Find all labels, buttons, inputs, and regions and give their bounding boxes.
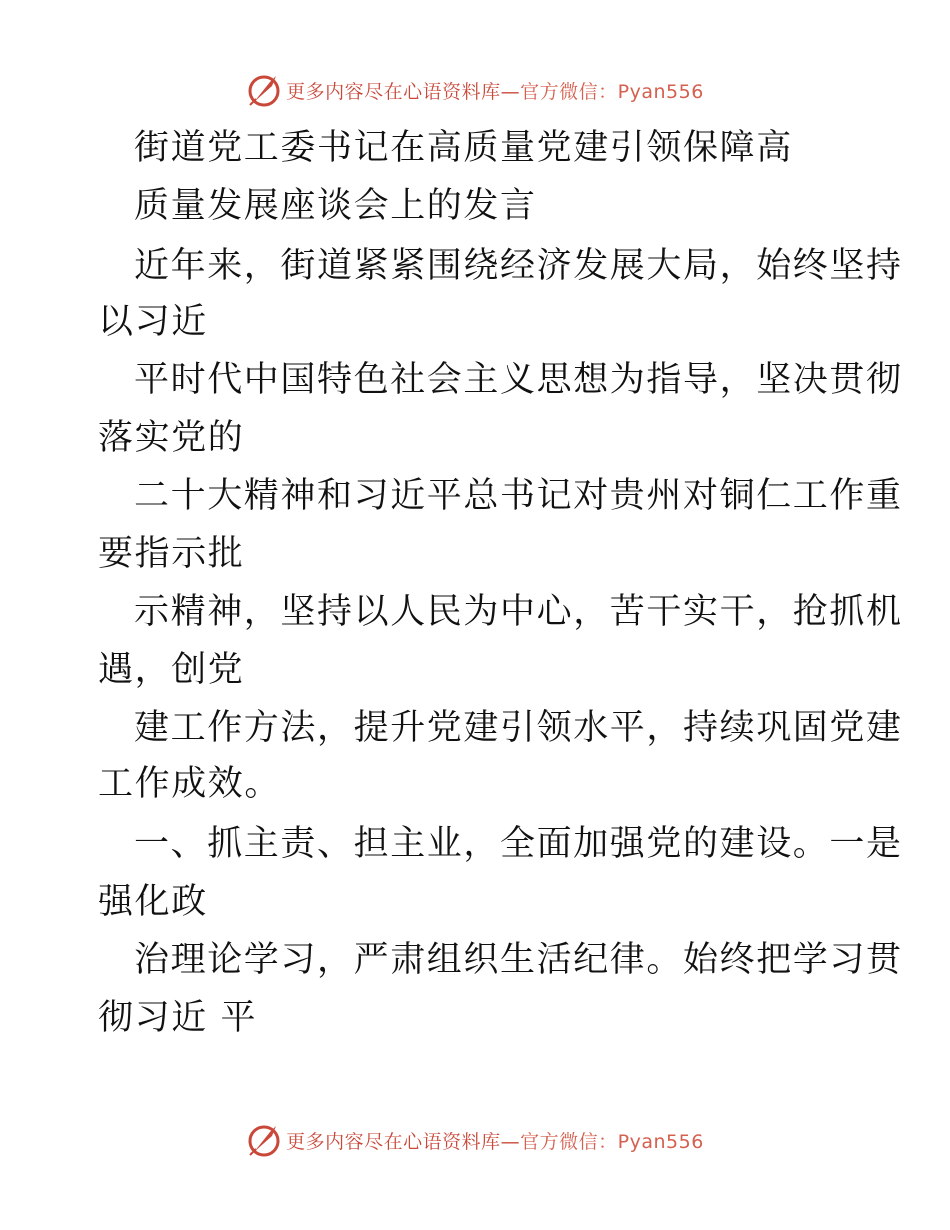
- title-line-1: 街道党工委书记在高质量党建引领保障高: [134, 128, 793, 168]
- watermark-wechat: 官方微信：Pyan556: [520, 1130, 704, 1153]
- text-line: 平时代中国特色社会主义思想为指导，坚决贯彻: [134, 360, 903, 400]
- text-line: 工作成效。: [98, 764, 282, 804]
- text-line: 示精神，坚持以人民为中心，苦干实干，抢抓机: [134, 592, 903, 632]
- text-line: 以习近: [98, 302, 208, 342]
- title-line-2: 质量发展座谈会上的发言: [134, 186, 537, 226]
- text-line: 强化政: [98, 882, 208, 922]
- quill-logo-icon: [246, 72, 282, 108]
- text-line: 落实党的: [98, 418, 245, 458]
- watermark-text: 更多内容尽在心语资料库—: [286, 80, 521, 103]
- text-line: 彻习近 平: [98, 998, 258, 1038]
- footer-watermark: [0, 1120, 950, 1160]
- watermark-text: 更多内容尽在心语资料库—: [286, 1130, 521, 1153]
- text-line: 近年来，街道紧紧围绕经济发展大局，始终坚持: [134, 246, 903, 286]
- text-line: 治理论学习，严肃组织生活纪律。始终把学习贯: [134, 940, 903, 980]
- header-watermark: [0, 70, 950, 110]
- quill-logo-icon: [246, 1122, 282, 1158]
- watermark-wechat: 官方微信：Pyan556: [520, 80, 704, 103]
- section-heading-line: 一、抓主责、担主业，全面加强党的建设。一是: [134, 824, 903, 864]
- text-line: 建工作方法，提升党建引领水平，持续巩固党建: [134, 708, 903, 748]
- text-line: 遇，创党: [98, 650, 245, 690]
- text-line: 要指示批: [98, 534, 245, 574]
- text-line: 二十大精神和习近平总书记对贵州对铜仁工作重: [134, 476, 903, 516]
